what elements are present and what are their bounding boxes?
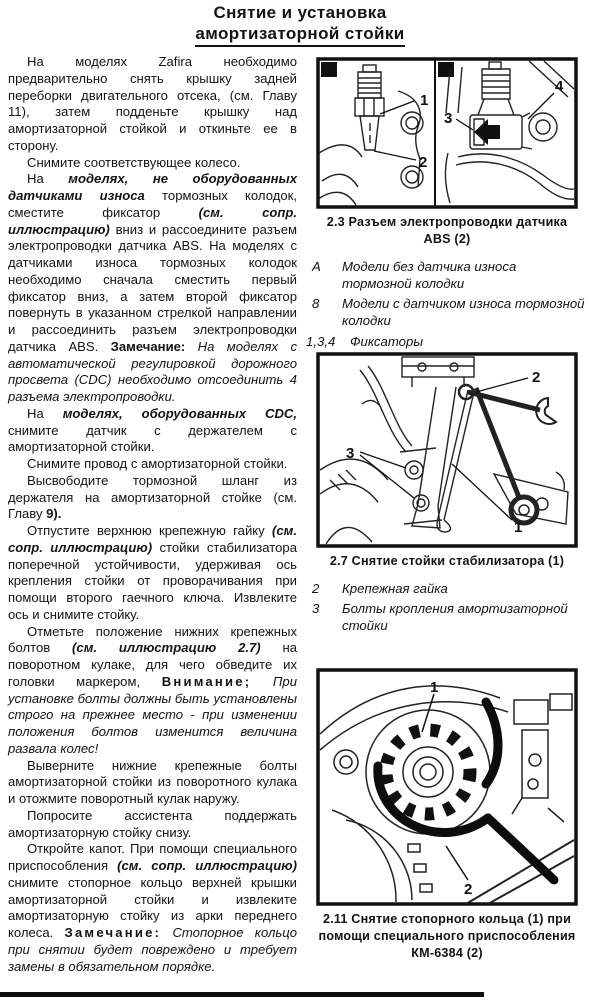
paragraph: Попросите ассистента поддержать амортизаторную стойку снизу. (8, 807, 297, 840)
callout-1: 1 (430, 679, 439, 696)
callout-2: 2 (419, 154, 428, 171)
figure-2-7-caption: 2.7 Снятие стойки стабилизатора (1) (329, 554, 565, 568)
legend-item: 3 Болты кропления амортизаторной стойки (312, 601, 568, 634)
figure-2-7 (306, 352, 588, 637)
figure-2-3-caption: 2.3 Разъем электропроводки датчика ABS (2) (326, 215, 568, 246)
callout-2: 2 (532, 369, 541, 386)
legend-item: 2 Крепежная гайка (312, 581, 448, 596)
callout-3: 3 (444, 110, 453, 127)
paragraph: Высвободите тормозной шланг из держателя на амортизаторной стойке (см. Главу 9). (8, 472, 297, 522)
callout-2: 2 (464, 881, 473, 898)
figure-2-3-legend (306, 258, 588, 350)
paragraph: Отметьте положение нижних крепежных болтов (см. иллюстрацию 2.7) на поворотном кулаке, для чего обведите их головки маркером, Внимание; При установке болты должны быть установлены строго на прежнее место - при изменении положения болтов изменится величина развала колес! (8, 623, 297, 756)
legend-item: 1,3,4 Фиксаторы (306, 333, 424, 349)
figures-column (306, 52, 588, 992)
panel-a-label: A (324, 63, 334, 77)
paragraph: Выверните нижние крепежные болты амортизаторной стойки из поворотного кулака и отожмите поворотный кулак наружу. (8, 757, 297, 806)
paragraph: Снимите соответствующее колесо. (27, 154, 241, 170)
legend-item: A Модели без датчика износа тормозной колодки (312, 259, 517, 292)
callout-1: 1 (514, 519, 523, 536)
figure-2-7-drawing (316, 352, 578, 548)
legend-item: 8 Модели с датчиком износа тормозной колодки (312, 296, 585, 329)
paragraph: На моделях, не оборудованных датчиками износа тормозных колодок, сместите фиксатор (см. сопр. иллюстрацию) вниз и рассоедините разъем электропроводки датчика ABS. На моделях с датчиками износа тормозных колодок необходимо сначала сместить первый фиксатор вниз, а затем второй фиксатор повернуть в указанном стрелкой направлении и рассоединить разъем электропроводки датчика ABS. Замечание: На моделях с автоматической регулировкой дорожного просвета (CDC) необходимо отсоединить 4 разъема электропроводки. (8, 171, 297, 404)
figure-2-7-legend (306, 580, 588, 634)
panel-b-label: B (441, 63, 451, 77)
callout-4: 4 (555, 78, 564, 95)
callout-3: 3 (346, 445, 355, 462)
page-title (0, 0, 600, 47)
figure-2-11-drawing (316, 668, 578, 906)
paragraph: На моделях Zafira необходимо предварительно снять крышку задней переборки двигательного отсека, (см. Главу 11), затем подденьте крышку над амортизаторной стойкой и откиньте ее в сторону. (8, 54, 297, 153)
page-title-line2: амортизаторной стойки (195, 24, 404, 48)
paragraph: Отпустите верхнюю крепежную гайку (см. сопр. иллюстрацию) стойки стабилизатора поперечной устойчивости, удерживая ось крепления стойки от проворачивания при помощи второго гаечного ключа. Извлеките ось и снимите стойку. (8, 523, 297, 622)
paragraph: Откройте капот. При помощи специального приспособления (см. сопр. иллюстрацию) снимите стопорное кольцо верхней крышки амортизаторной стойки и извлеките амортизаторную стойку из арки переднего колеса. Замечание: Стопорное кольцо при снятии будет повреждено и требует замены в обязательном порядке. (8, 841, 297, 974)
callout-1: 1 (420, 92, 429, 109)
page-title-line1: Снятие и установка (213, 3, 387, 22)
body-text-column (8, 54, 297, 975)
figure-2-3-drawing (316, 57, 578, 209)
paragraph: Снимите провод с амортизаторной стойки. (27, 456, 288, 471)
figure-2-11-caption: 2.11 Снятие стопорного кольца (1) при помощи специального приспособления КМ-6384 (2) (318, 912, 576, 960)
figure-2-11 (306, 668, 588, 962)
figure-2-3 (306, 57, 588, 353)
paragraph: На моделях, оборудованных CDC, снимите датчик с держателем с амортизаторной стойки. (8, 405, 297, 455)
page-bottom-scan-bar (0, 992, 484, 997)
